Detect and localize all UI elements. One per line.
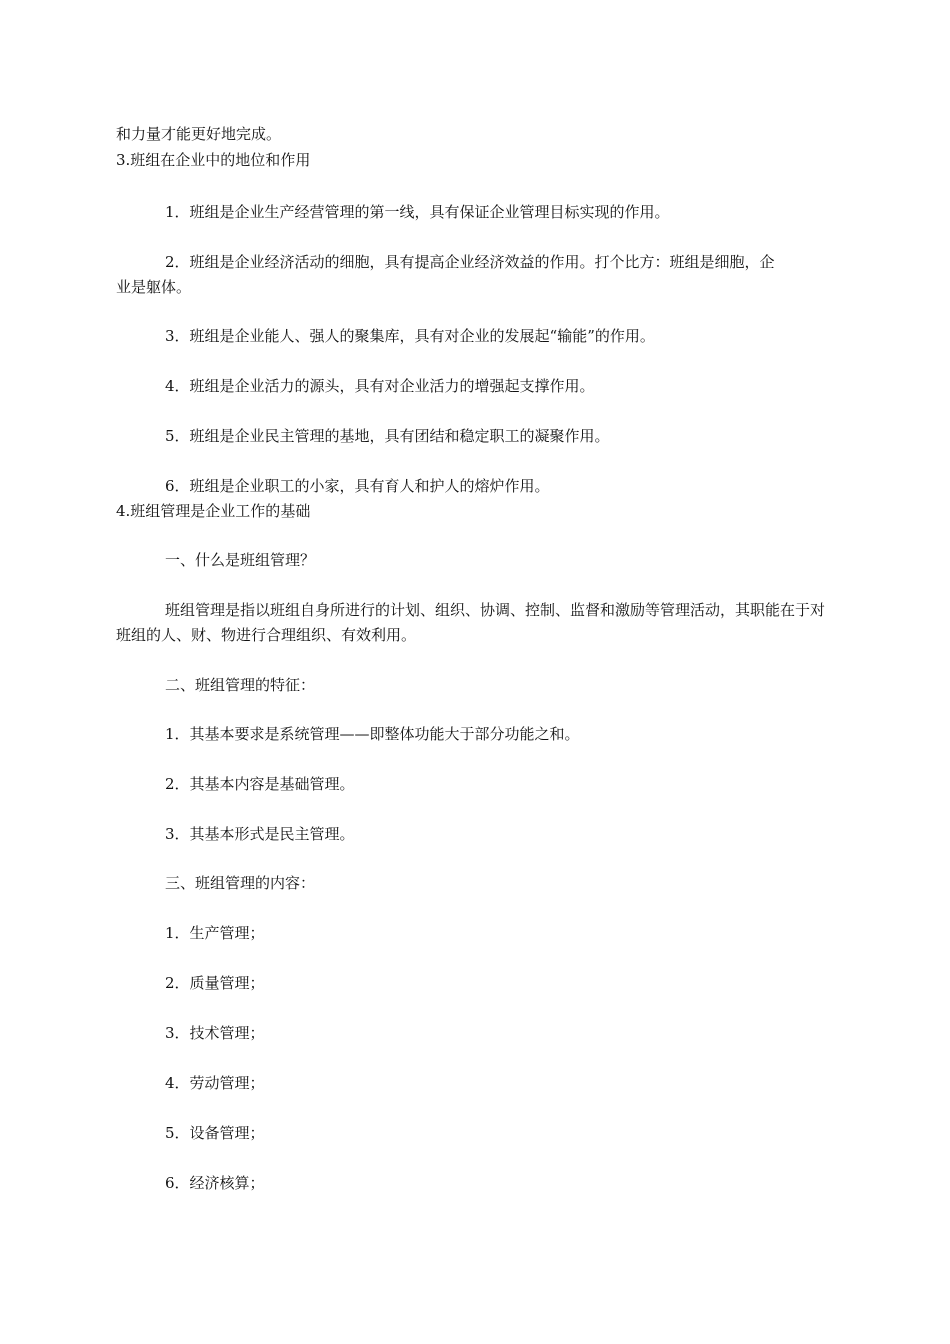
- section-3-item-2: 2．班组是企业经济活动的细胞，具有提高企业经济效益的作用。打个比方：班组是细胞，企业是躯体。: [116, 253, 775, 296]
- continuation-text: 和力量才能更好地完成。: [116, 125, 282, 143]
- question-what-is-team-management: 一、什么是班组管理？: [165, 551, 316, 569]
- section-4-heading: 4.班组管理是企业工作的基础: [116, 502, 311, 520]
- section-3-item-4: 4．班组是企业活力的源头，具有对企业活力的增强起支撑作用。: [165, 377, 595, 395]
- content-item-1: 1．生产管理；: [165, 924, 265, 942]
- question-contents: 三、班组管理的内容：: [165, 874, 316, 892]
- section-3-item-6: 6．班组是企业职工的小家，具有育人和护人的熔炉作用。: [165, 477, 550, 495]
- definition-paragraph: 班组管理是指以班组自身所进行的计划、组织、协调、控制、监督和激励等管理活动，其职能在于对班组的人、财、物进行合理组织、有效利用。: [116, 601, 826, 644]
- content-item-5: 5．设备管理；: [165, 1124, 265, 1142]
- section-3-item-3: 3．班组是企业能人、强人的聚集库，具有对企业的发展起“输能”的作用。: [165, 327, 655, 345]
- section-3-item-1: 1．班组是企业生产经营管理的第一线，具有保证企业管理目标实现的作用。: [165, 203, 670, 221]
- content-item-4: 4．劳动管理；: [165, 1074, 265, 1092]
- content-item-3: 3．技术管理；: [165, 1024, 265, 1042]
- question-features: 二、班组管理的特征：: [165, 676, 316, 694]
- section-3-item-5: 5．班组是企业民主管理的基地，具有团结和稳定职工的凝聚作用。: [165, 427, 610, 445]
- feature-item-3: 3．其基本形式是民主管理。: [165, 825, 355, 843]
- content-item-6: 6．经济核算；: [165, 1174, 265, 1192]
- feature-item-2: 2．其基本内容是基础管理。: [165, 775, 355, 793]
- content-item-2: 2．质量管理；: [165, 974, 265, 992]
- section-3-heading: 3.班组在企业中的地位和作用: [116, 151, 311, 169]
- feature-item-1: 1．其基本要求是系统管理——即整体功能大于部分功能之和。: [165, 725, 580, 743]
